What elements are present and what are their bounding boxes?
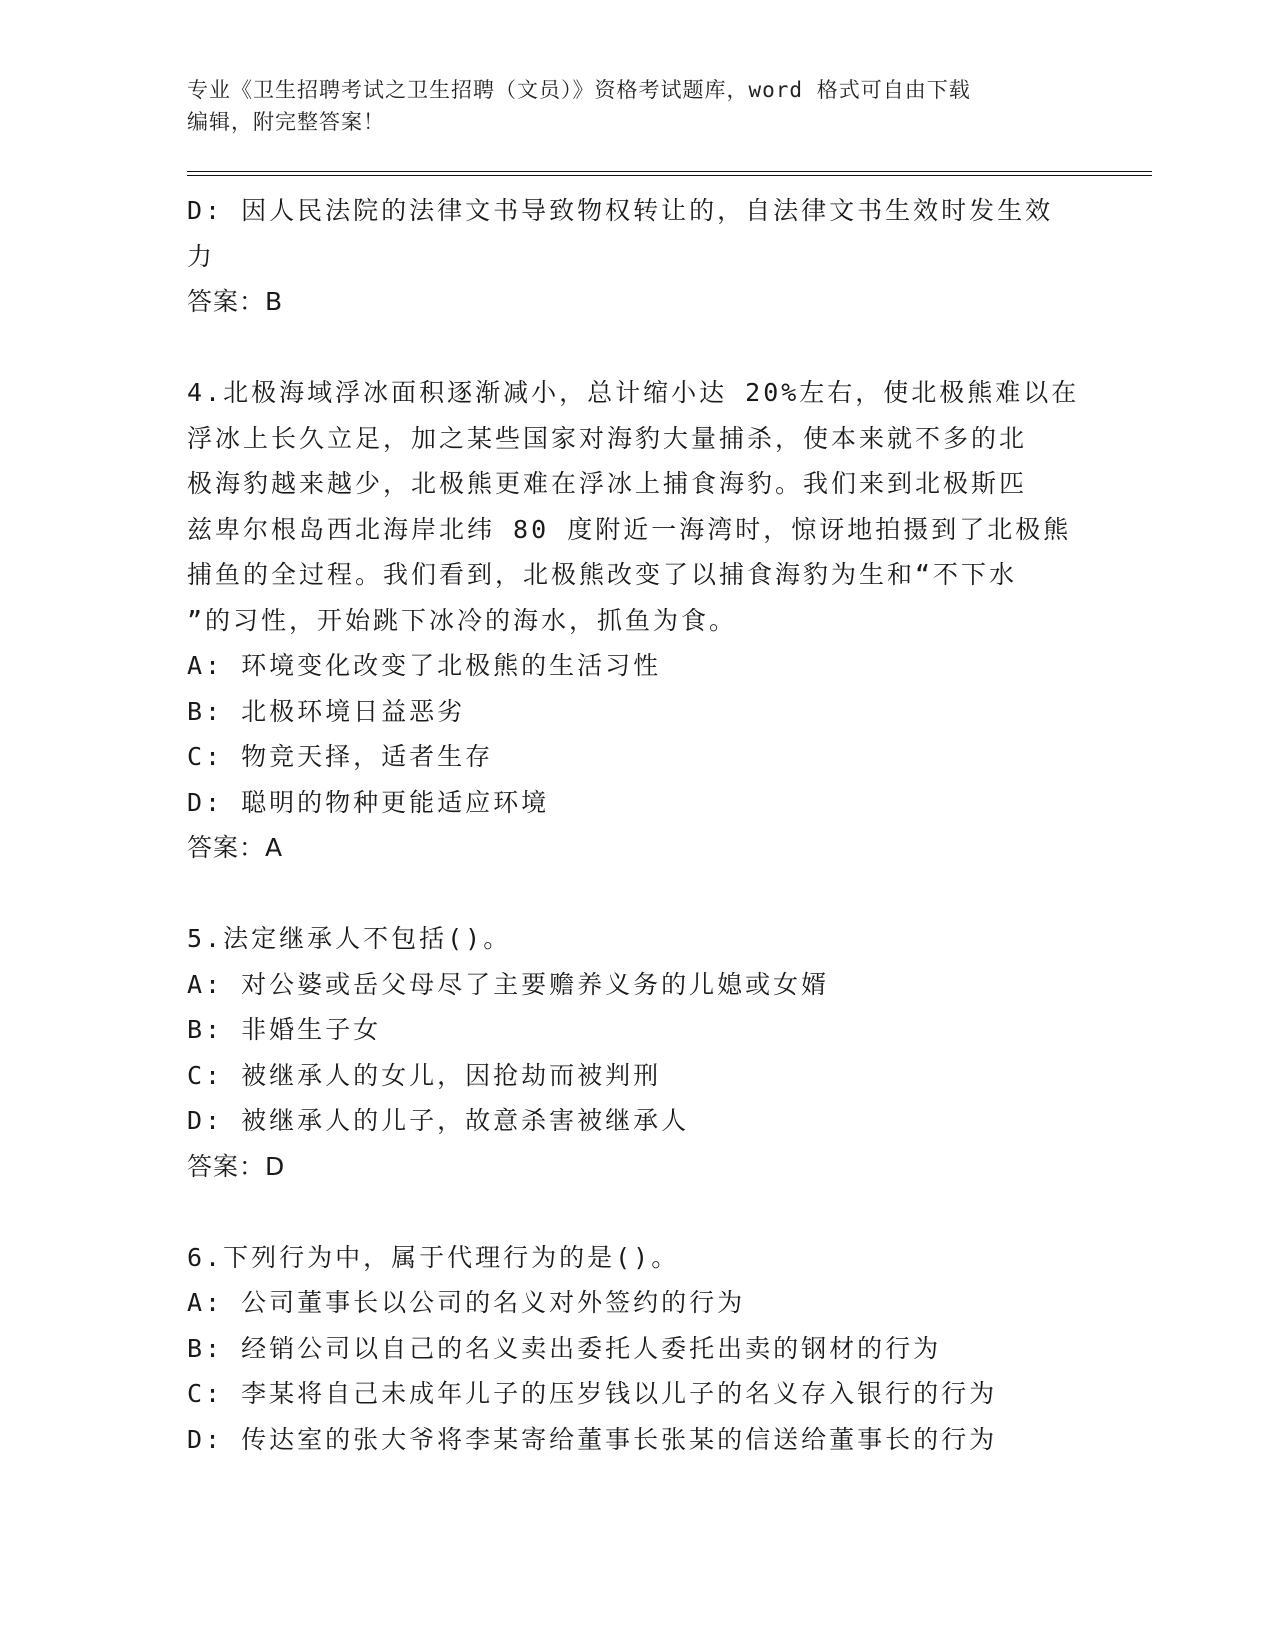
option-c: C: 物竞天择，适者生存 (187, 742, 494, 771)
question-4 (187, 370, 1087, 871)
option-a: A: 公司董事长以公司的名义对外签约的行为 (187, 1288, 746, 1317)
header-rule-bottom (187, 175, 1152, 176)
document-header (187, 74, 1067, 138)
answer-line: 答案：B (187, 287, 284, 316)
question-stem: 6.下列行为中，属于代理行为的是()。 (187, 1242, 680, 1272)
question-stem: 4.北极海域浮冰面积逐渐减小，总计缩小达 20%左右，使北极熊难以在 (187, 378, 1080, 407)
question-stem: ”的习性，开始跳下冰冷的海水，抓鱼为食。 (187, 605, 738, 635)
question-6 (187, 1235, 1087, 1463)
answer-line: 答案：D (187, 1151, 286, 1181)
option-a: A: 环境变化改变了北极熊的生活习性 (187, 651, 662, 680)
option-d: D: 传达室的张大爷将李某寄给董事长张某的信送给董事长的行为 (187, 1424, 998, 1454)
question-stem: 捕鱼的全过程。我们看到，北极熊改变了以捕食海豹为生和“不下水 (187, 560, 1018, 589)
option-b: B: 经销公司以自己的名义卖出委托人委托出卖的钢材的行为 (187, 1333, 942, 1363)
option-d: D: 聪明的物种更能适应环境 (187, 787, 550, 817)
option-b: B: 北极环境日益恶劣 (187, 696, 466, 726)
answer-line: 答案：A (187, 833, 284, 862)
option-a: A: 对公婆或岳父母尽了主要赡养义务的儿媳或女婿 (187, 969, 830, 999)
prev-question-tail (187, 188, 1087, 325)
question-stem: 5.法定继承人不包括()。 (187, 924, 512, 953)
option-c: C: 被继承人的女儿，因抢劫而被判刑 (187, 1060, 662, 1090)
question-stem: 极海豹越来越少，北极熊更难在浮冰上捕食海豹。我们来到北极斯匹 (187, 469, 1028, 498)
spacer (187, 871, 1087, 917)
option-d: D: 被继承人的儿子，故意杀害被继承人 (187, 1106, 690, 1135)
header-line: 编辑，附完整答案！ (187, 110, 385, 134)
question-stem: 浮冰上长久立足，加之某些国家对海豹大量捕杀，使本来就不多的北 (187, 423, 1028, 453)
spacer (187, 325, 1087, 371)
question-content (187, 188, 1087, 1462)
question-stem: 兹卑尔根岛西北海岸北纬 80 度附近一海湾时，惊讶地拍摄到了北极熊 (187, 514, 1072, 544)
option-d: D: 因人民法院的法律文书导致物权转让的，自法律文书生效时发生效 (187, 196, 1054, 225)
option-b: B: 非婚生子女 (187, 1015, 382, 1044)
spacer (187, 1189, 1087, 1235)
header-line: 专业《卫生招聘考试之卫生招聘（文员）》资格考试题库，word 格式可自由下载 (187, 78, 971, 102)
option-d-continued: 力 (187, 241, 216, 271)
header-rule-top (187, 171, 1152, 172)
option-c: C: 李某将自己未成年儿子的压岁钱以儿子的名义存入银行的行为 (187, 1379, 998, 1408)
question-5 (187, 916, 1087, 1189)
